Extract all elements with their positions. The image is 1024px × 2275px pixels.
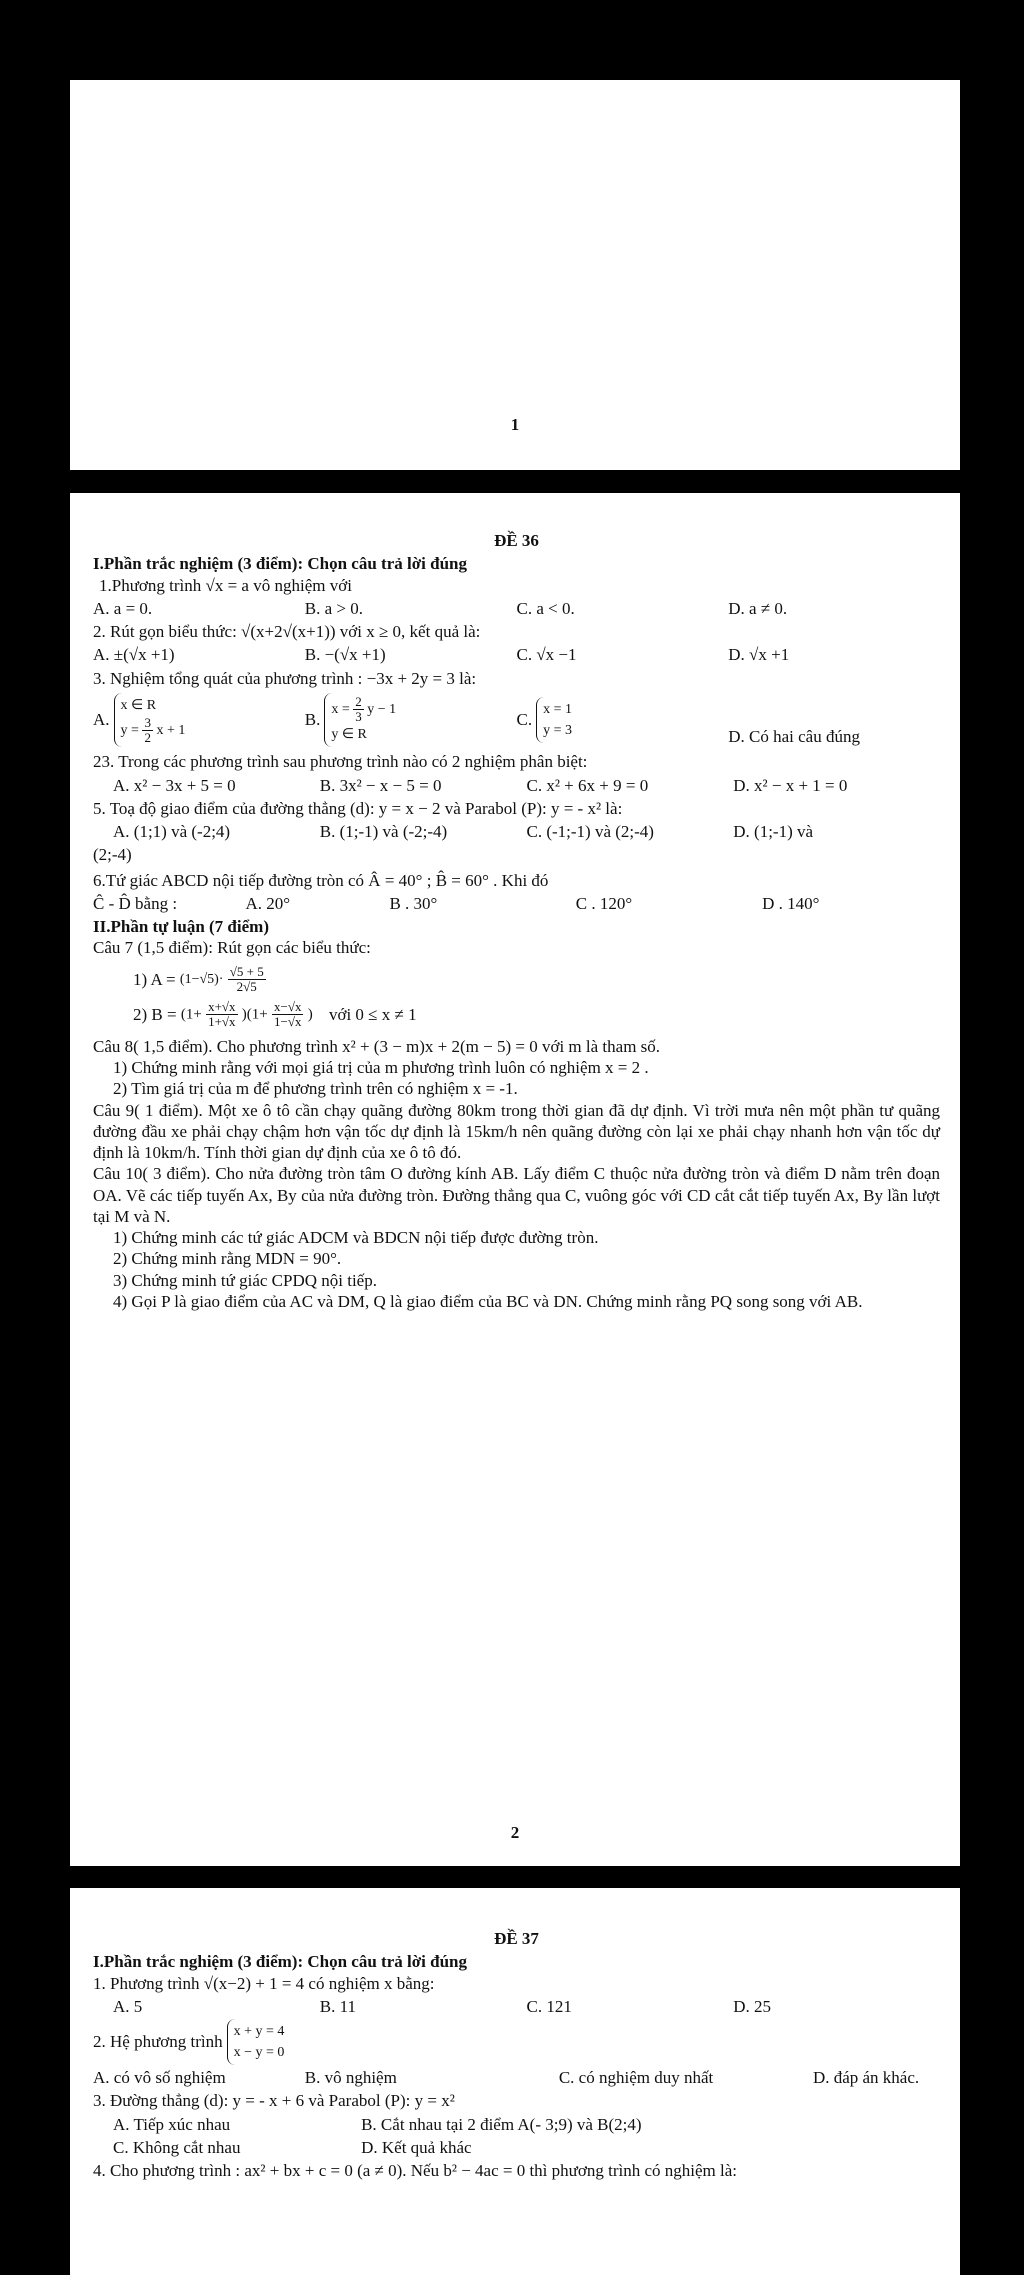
choice-d: D. x² − x + 1 = 0 [733,775,848,795]
choice-d: D . 140° [762,893,820,913]
choice-b: B. 3x² − x − 5 = 0 [319,775,442,795]
question-7-part-2: 2) B = (1+ $\frac{x+√x}{1+√x}$ )(1+ $\frac{x-√x}{1-√x}$ ) với 0 ≤ x ≠ 1 [133,999,417,1030]
section-heading: II.Phần tự luận (7 điểm) [93,917,269,937]
question-6: 6.Tứ giác ABCD nội tiếp đường tròn có Â = 40° ; B̂ = 60° . Khi đó [93,870,549,890]
choice-a: A. Tiếp xúc nhau [113,2114,231,2134]
question-7: Câu 7 (1,5 điểm): Rút gọn các biểu thức: [93,938,371,958]
equation-system: x + y = 4 x − y = 0 [227,2019,285,2065]
choice-a: A. a = 0. [93,598,153,618]
choice-d: D. √x +1 [728,645,790,665]
choice-a: A. 5 [113,1996,143,2016]
choice-c: C. (-1;-1) và (2;-4) [526,822,654,842]
equation-system: x = 1 y = 3 [536,697,572,743]
section-heading: I.Phần trắc nghiệm (3 điểm): Chọn câu trả lời đúng [93,554,467,574]
choices-q1 [93,1996,940,2017]
page-number: 2 [510,1823,520,1842]
question-8-part-2: 2) Tìm giá trị của m để phương trình trên có nghiệm x = -1. [113,1079,518,1099]
question-23: 23. Trong các phương trình sau phương trình nào có 2 nghiệm phân biệt: [93,752,588,772]
choices-q2 [93,2067,940,2088]
exam-36 [93,530,940,1312]
choices-q3-row2 [93,2137,940,2158]
choice-c: C. x = 1 y = 3 [517,697,729,743]
equation-system: x = $\frac{2}{3}$ y − 1 y ∈ R [324,693,396,748]
equation-system: x ∈ R y = $\frac{3}{2}$ x + 1 [114,693,186,748]
choices-q6: Ĉ - D̂ bằng : A. 20° B . 30° C . 120° D . 140° [93,893,940,914]
choice-c: C. Không cắt nhau [113,2137,241,2157]
question-3: 3. Đường thẳng (d): y = - x + 6 và Parabol (P): y = x² [93,2091,455,2111]
choice-d-continued: (2;-4) [93,845,132,865]
question-10-part-2: 2) Chứng minh rằng MDN = 90°. [113,1249,342,1269]
choices-q23 [93,775,940,796]
question-4: 4. Cho phương trình : ax² + bx + c = 0 (a ≠ 0). Nếu b² − 4ac = 0 thì phương trình có nghiệm là: [93,2161,737,2180]
choice-c: C. a < 0. [516,598,575,618]
choice-b: B. vô nghiệm [304,2068,397,2087]
choice-d: D. Kết quả khác [361,2137,472,2157]
question-7-part-1: 1) A = (1−√5)· $\frac{√5 + 5}{2√5}$ [133,963,264,994]
question-2: 2. Rút gọn biểu thức: √(x+2√(x+1)) với x ≥ 0, kết quả là: [93,622,481,641]
choice-c: C . 120° [575,893,633,913]
choice-a: A. có vô số nghiệm [93,2068,226,2087]
choice-d: D. a ≠ 0. [728,598,788,618]
question-3: 3. Nghiệm tổng quát của phương trình : −3x + 2y = 3 là: [93,668,477,688]
choices-q3-row1 [93,2114,940,2135]
choices-q2 [93,644,940,665]
choice-c: C. x² + 6x + 9 = 0 [526,775,649,795]
choices-q3 [93,693,940,748]
choice-a: A. (1;1) và (-2;4) [113,822,231,842]
choice-d: D. đáp án khác. [812,2068,920,2087]
page-1 [70,80,960,470]
question-10-part-4: 4) Gọi P là giao điểm của AC và DM, Q là giao điểm của BC và DN. Chứng minh rằng PQ song song với AB. [113,1291,863,1311]
choice-a: A. x² − 3x + 5 = 0 [113,775,236,795]
choice-a: A. 20° [245,893,291,913]
question-8-part-1: 1) Chứng minh rằng với mọi giá trị của m phương trình luôn có nghiệm x = 2 . [113,1058,649,1078]
choice-a: A. ±(√x +1) [93,645,175,665]
choice-b: B. x = $\frac{2}{3}$ y − 1 y ∈ R [305,693,517,748]
page-number: 1 [510,415,520,434]
question-8: Câu 8( 1,5 điểm). Cho phương trình x² + (3 − m)x + 2(m − 5) = 0 với m là tham số. [93,1036,661,1056]
choice-b: B. −(√x +1) [304,645,386,665]
exam-title: ĐỀ 36 [494,531,539,550]
page-3 [70,1888,960,2275]
choice-c: C. √x −1 [516,645,577,665]
choice-b: B. Cắt nhau tại 2 điểm A(- 3;9) và B(2;4) [361,2114,642,2134]
page-2 [70,493,960,1866]
exam-37 [93,1928,940,2181]
choice-b: B . 30° [389,893,438,913]
choice-d: D. (1;-1) và [733,822,814,842]
choice-c: C. 121 [526,1996,572,2016]
choice-d: D. 25 [733,1996,772,2016]
choice-c: C. có nghiệm duy nhất [558,2068,714,2087]
question-10-part-1: 1) Chứng minh các tứ giác ADCM và BDCN nội tiếp được đường tròn. [113,1228,599,1248]
question-9: Câu 9( 1 điểm). Một xe ô tô cần chạy quãng đường 80km trong thời gian đã dự định. Vì trời mưa nên một phần tư quãng đường đầu xe phải chạy chậm hơn vận tốc dự định là 15km/h nên quãng đường còn lại xe phải chạy nhanh hơn vận tốc dự định là 10km/h. Tính thời gian dự định của xe ô tô đó. [93,1100,940,1163]
choice-b: B. 11 [319,1996,356,2016]
question-1: 1. Phương trình √(x−2) + 1 = 4 có nghiệm x bằng: [93,1973,435,1993]
choice-b: B. (1;-1) và (-2;-4) [319,822,448,842]
choice-a: A. x ∈ R y = $\frac{3}{2}$ x + 1 [93,693,305,748]
choices-q5 [93,821,940,842]
question-5: 5. Toạ độ giao điểm của đường thẳng (d): y = x − 2 và Parabol (P): y = - x² là: [93,798,623,818]
choice-d: D. Có hai câu đúng [728,727,860,747]
question-2: 2. Hệ phương trình x + y = 4 x − y = 0 [93,2019,940,2065]
choices-q1 [93,598,940,619]
question-1: 1.Phương trình √x = a vô nghiệm với [99,575,352,595]
question-10: Câu 10( 3 điểm). Cho nửa đường tròn tâm O đường kính AB. Lấy điểm C thuộc nửa đường tròn và điểm D nằm trên đoạn OA. Vẽ các tiếp tuyến Ax, By của nửa đường tròn. Đường thẳng qua C, vuông góc với CD cắt cắt tiếp tuyến Ax, By lần lượt tại M và N. [93,1164,940,1226]
choice-b: B. a > 0. [304,598,363,618]
exam-title: ĐỀ 37 [494,1929,539,1948]
question-10-part-3: 3) Chứng minh tứ giác CPDQ nội tiếp. [113,1270,377,1290]
section-heading: I.Phần trắc nghiệm (3 điểm): Chọn câu trả lời đúng [93,1952,467,1972]
